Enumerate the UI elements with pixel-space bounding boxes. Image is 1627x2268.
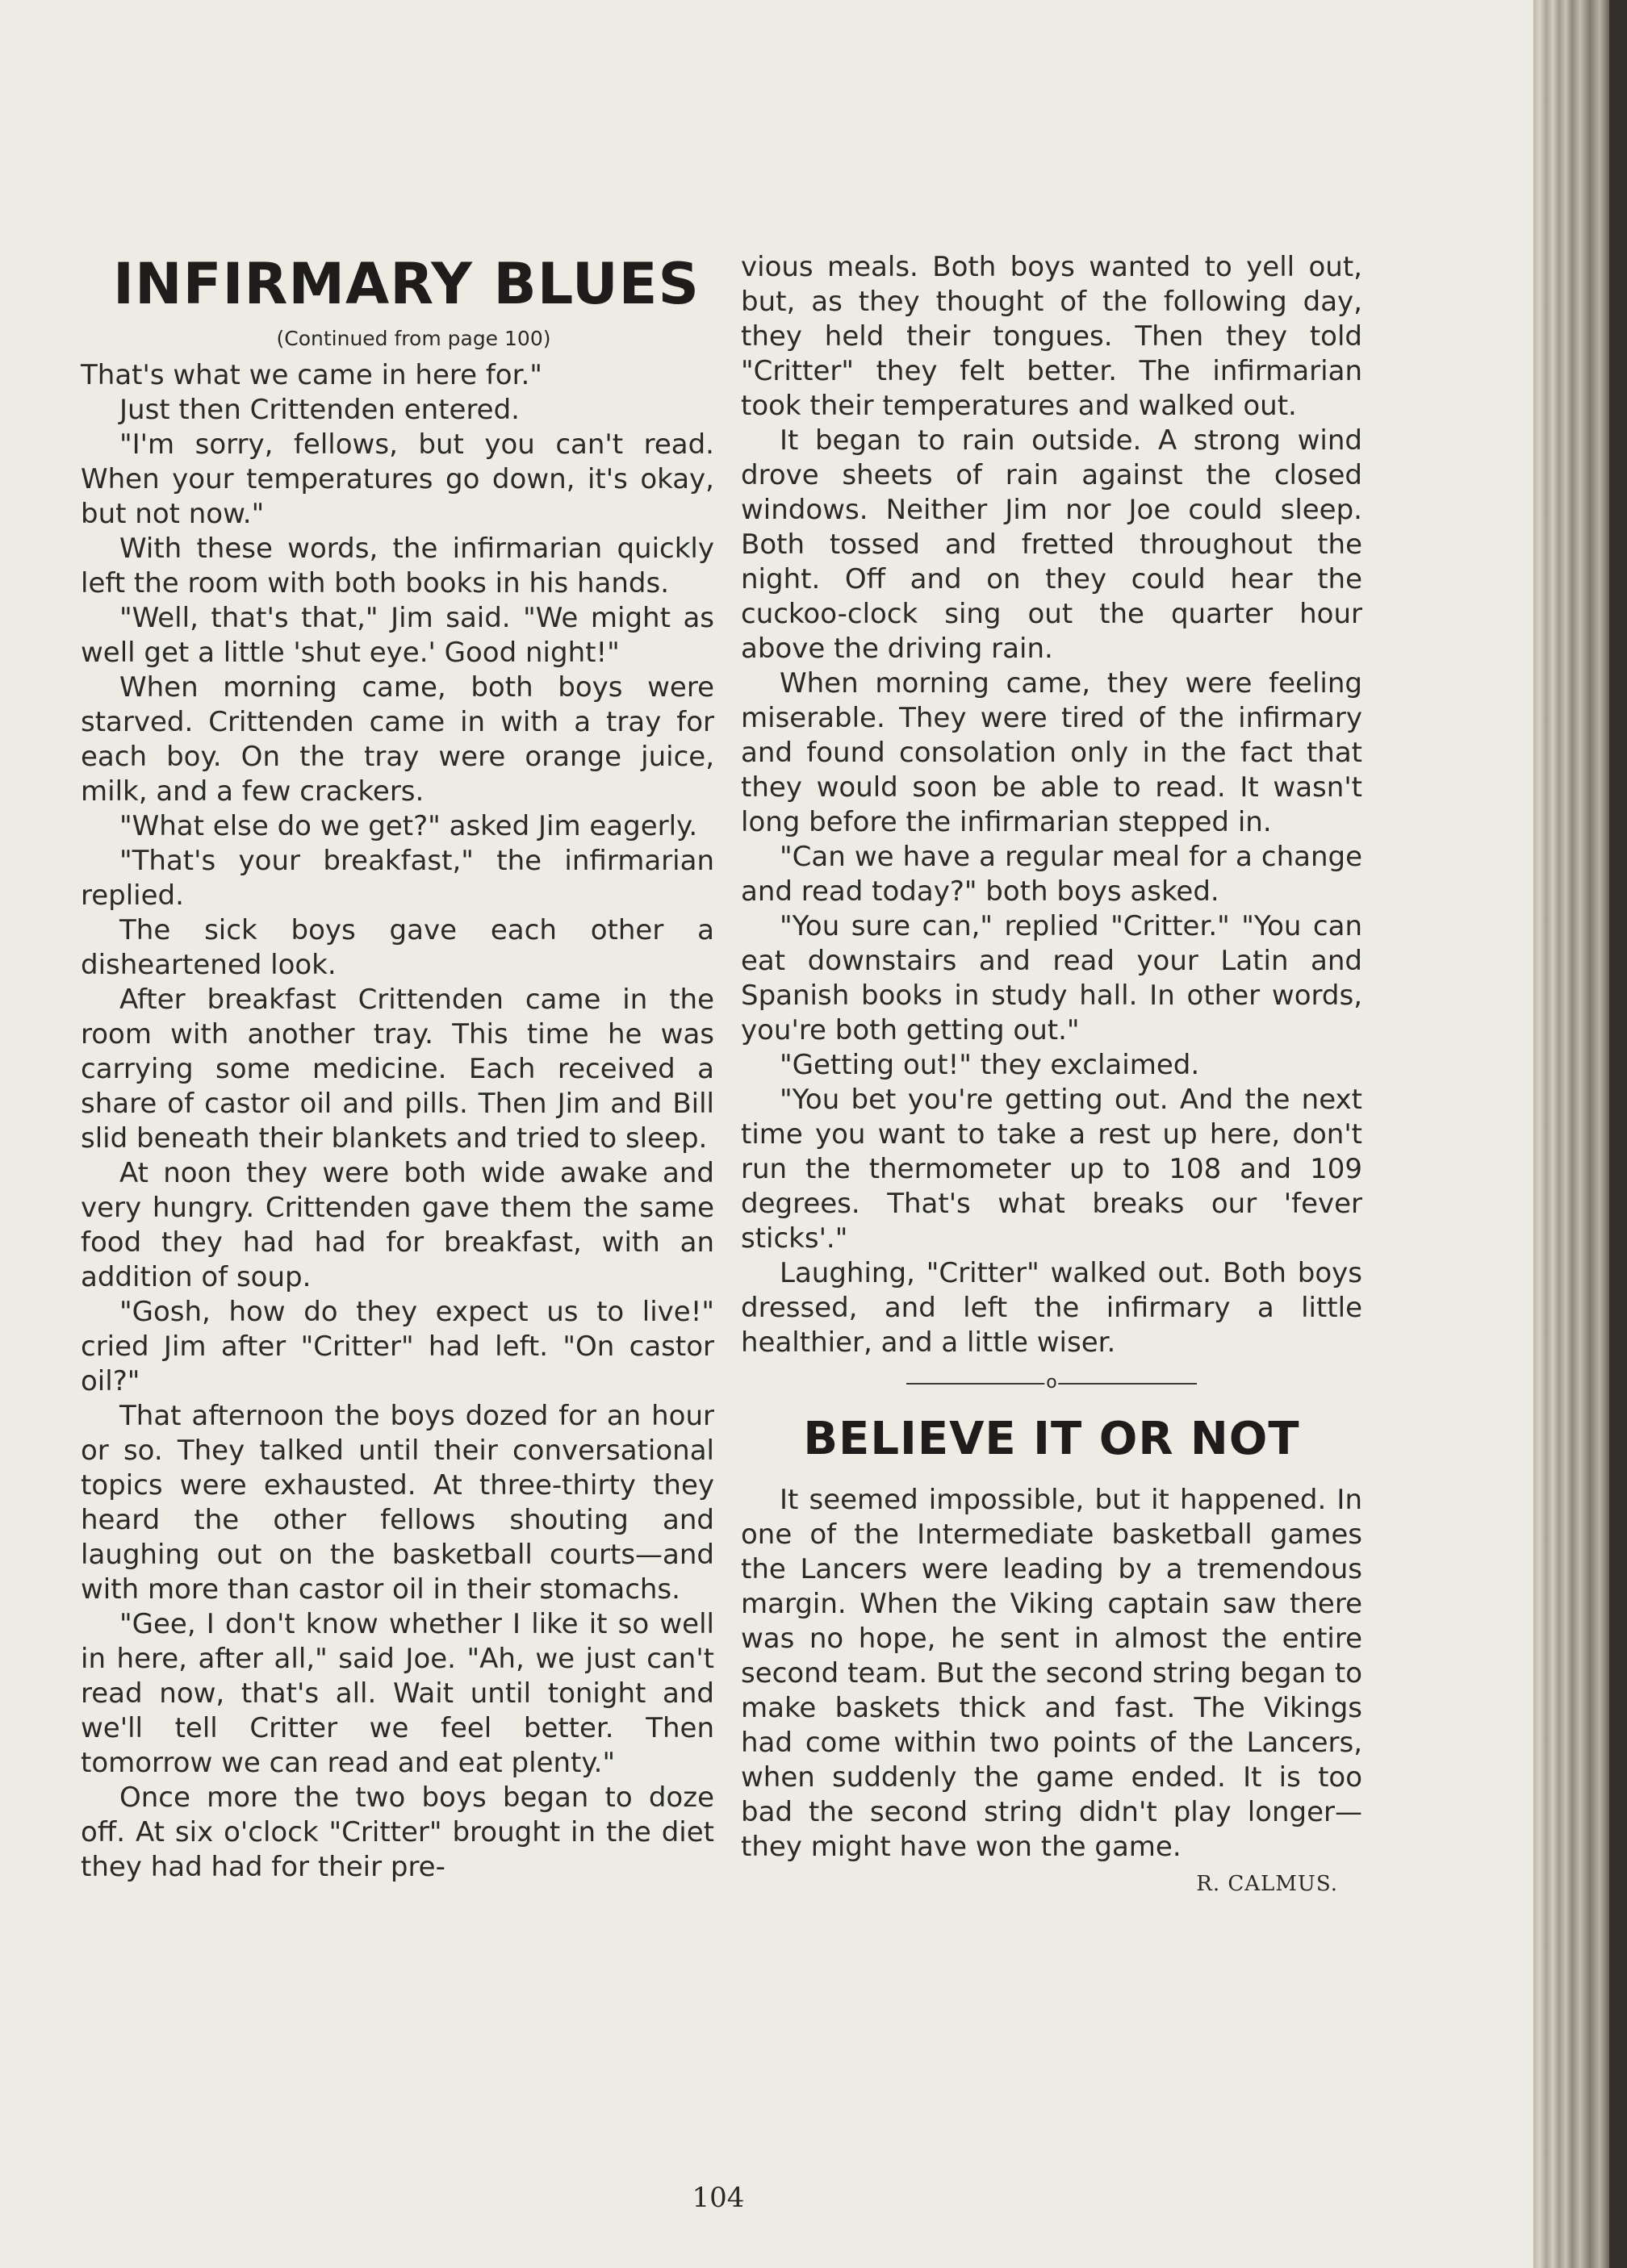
continued-note: (Continued from page 100) [276, 327, 551, 350]
paragraph: "You bet you're getting out. And the next time you want to take a rest up here, don't run the thermometer up to 108 and 109 degrees. That's what breaks our 'fever sticks'." [741, 1084, 1362, 1255]
paragraph: "I'm sorry, fellows, but you can't read. When your temperatures go down, it's okay, but not now." [81, 428, 714, 530]
book-spine-edge [1533, 0, 1627, 2268]
paragraph: "Well, that's that," Jim said. "We might as well get a little 'shut eye.' Good night!" [81, 602, 714, 669]
author-signature: R. CALMUS. [1196, 1872, 1338, 1896]
paragraph: Just then Crittenden entered. [119, 394, 520, 426]
paragraph: With these words, the infirmarian quickly left the room with both books in his hands. [81, 533, 714, 599]
left-column [81, 250, 714, 1885]
paragraph: At noon they were both wide awake and very hungry. Crittenden gave them the same food they had had for breakfast, with an addition of soup. [81, 1157, 714, 1293]
right-column [741, 250, 1362, 1900]
paragraph: After breakfast Crittenden came in the room with another tray. This time he was carrying some medicine. Each received a share of castor oil and pills. Then Jim and Bill slid beneath their blankets and tried to sleep. [81, 984, 714, 1155]
paragraph: When morning came, they were feeling miserable. They were tired of the infirmary and found consolation only in the fact that they would soon be able to read. It wasn't long before the infirmarian stepped in. [741, 667, 1362, 838]
paragraph: It seemed impossible, but it happened. In one of the Intermediate basketball games the Lancers were leading by a tremendous margin. When the Viking captain saw there was no hope, he sent in almost the entire second team. But the second string began to make baskets thick and fast. The Vikings had come within two points of the Lancers, when suddenly the game ended. It is too bad the second string didn't play longer—they might have won the game. [741, 1484, 1362, 1863]
paragraph: "Getting out!" they exclaimed. [780, 1049, 1200, 1081]
paragraph: Laughing, "Critter" walked out. Both boys dressed, and left the infirmary a little healthier, and a little wiser. [741, 1257, 1362, 1359]
paragraph: When morning came, both boys were starved. Crittenden came in with a tray for each boy. On the tray were orange juice, milk, and a few crackers. [81, 671, 714, 808]
article-title-believe: BELIEVE IT OR NOT [803, 1413, 1300, 1465]
paragraph: That afternoon the boys dozed for an hour or so. They talked until their conversational topics were exhausted. At three-thirty they heard the other fellows shouting and laughing out on the basketball courts—and with more than castor oil in their stomachs. [81, 1400, 714, 1606]
paragraph: That's what we came in here for." [81, 359, 542, 391]
paragraph: "That's your breakfast," the infirmarian replied. [81, 845, 714, 912]
separator-mark: o [1046, 1372, 1057, 1393]
paragraph: Once more the two boys began to doze off. At six o'clock "Critter" brought in the diet they had had for their pre- [81, 1781, 714, 1883]
page-number: 104 [692, 2182, 745, 2214]
paragraph: It began to rain outside. A strong wind drove sheets of rain against the closed windows. Neither Jim nor Joe could sleep. Both tossed and fretted throughout the night. Off and on they could hear the cuckoo-clock sing out the quarter hour above the driving rain. [741, 424, 1362, 665]
paragraph: "Can we have a regular meal for a change and read today?" both boys asked. [741, 841, 1362, 908]
section-separator [906, 1372, 1197, 1393]
paragraph: "You sure can," replied "Critter." "You can eat downstairs and read your Latin and Spanish books in study hall. In other words, you're both getting out." [741, 910, 1362, 1046]
paragraph: The sick boys gave each other a disheartened look. [81, 914, 714, 981]
paragraph: "Gosh, how do they expect us to live!" cried Jim after "Critter" had left. "On castor oil?" [81, 1296, 714, 1397]
paragraph: "What else do we get?" asked Jim eagerly. [119, 810, 698, 842]
paragraph: "Gee, I don't know whether I like it so well in here, after all," said Joe. "Ah, we just can't read now, that's all. Wait until tonight and we'll tell Critter we feel better. Then tomorrow we can read and eat plenty." [81, 1608, 714, 1779]
article-title: INFIRMARY BLUES [113, 251, 700, 317]
paragraph: vious meals. Both boys wanted to yell out, but, as they thought of the following day, they held their tongues. Then they told "Critter" they felt better. The infirmarian took their temperatures and walked out. [741, 251, 1362, 422]
